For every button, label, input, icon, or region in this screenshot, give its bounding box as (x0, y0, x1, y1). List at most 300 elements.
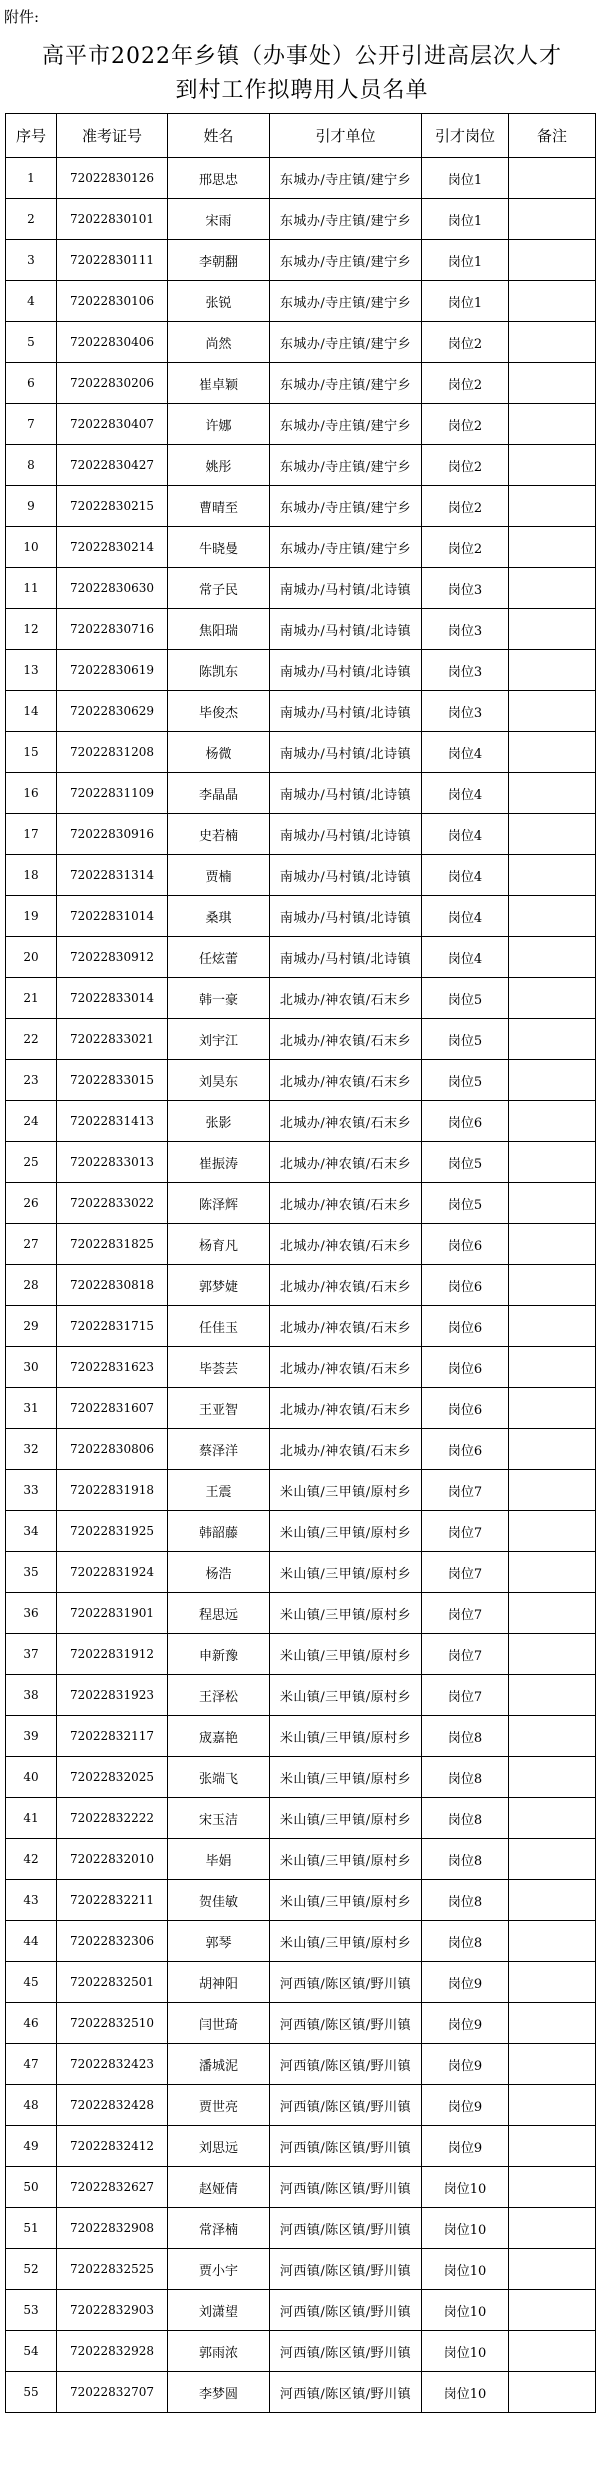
unit-cell: 南城办/马村镇/北诗镇 (270, 855, 422, 896)
position-cell: 岗位2 (422, 445, 509, 486)
table-row (6, 322, 596, 363)
index-cell: 37 (6, 1634, 57, 1675)
remarks-cell (509, 1347, 596, 1388)
remarks-cell (509, 240, 596, 281)
unit-cell: 河西镇/陈区镇/野川镇 (270, 2372, 422, 2413)
position-cell: 岗位1 (422, 240, 509, 281)
remarks-cell (509, 773, 596, 814)
ticket-number-cell: 72022830126 (57, 158, 168, 199)
name-cell: 程思远 (168, 1593, 270, 1634)
table-row (6, 855, 596, 896)
position-cell: 岗位7 (422, 1470, 509, 1511)
remarks-cell (509, 2085, 596, 2126)
table-row (6, 609, 596, 650)
index-cell: 42 (6, 1839, 57, 1880)
remarks-cell (509, 568, 596, 609)
name-cell: 张端飞 (168, 1757, 270, 1798)
name-cell: 贺佳敏 (168, 1880, 270, 1921)
index-cell: 53 (6, 2290, 57, 2331)
ticket-number-cell: 72022832627 (57, 2167, 168, 2208)
unit-cell: 河西镇/陈区镇/野川镇 (270, 2085, 422, 2126)
index-cell: 44 (6, 1921, 57, 1962)
position-cell: 岗位2 (422, 363, 509, 404)
ticket-number-cell: 72022831901 (57, 1593, 168, 1634)
unit-cell: 北城办/神农镇/石末乡 (270, 1019, 422, 1060)
position-cell: 岗位2 (422, 322, 509, 363)
name-cell: 李梦圆 (168, 2372, 270, 2413)
name-cell: 宋雨 (168, 199, 270, 240)
remarks-cell (509, 527, 596, 568)
name-cell: 潘城泥 (168, 2044, 270, 2085)
unit-cell: 河西镇/陈区镇/野川镇 (270, 1962, 422, 2003)
unit-cell: 北城办/神农镇/石末乡 (270, 1060, 422, 1101)
unit-cell: 河西镇/陈区镇/野川镇 (270, 2208, 422, 2249)
ticket-number-cell: 72022831925 (57, 1511, 168, 1552)
unit-cell: 河西镇/陈区镇/野川镇 (270, 2331, 422, 2372)
name-cell: 曹晴至 (168, 486, 270, 527)
unit-cell: 东城办/寺庄镇/建宁乡 (270, 158, 422, 199)
position-cell: 岗位2 (422, 486, 509, 527)
remarks-cell (509, 1511, 596, 1552)
unit-cell: 南城办/马村镇/北诗镇 (270, 568, 422, 609)
remarks-cell (509, 650, 596, 691)
ticket-number-cell: 72022830101 (57, 199, 168, 240)
table-row (6, 2331, 596, 2372)
unit-cell: 米山镇/三甲镇/原村乡 (270, 1511, 422, 1552)
unit-cell: 东城办/寺庄镇/建宁乡 (270, 404, 422, 445)
index-cell: 21 (6, 978, 57, 1019)
ticket-number-cell: 72022832903 (57, 2290, 168, 2331)
index-cell: 28 (6, 1265, 57, 1306)
ticket-number-cell: 72022832117 (57, 1716, 168, 1757)
document-title-line-2: 到村工作拟聘用人员名单 (175, 78, 429, 103)
ticket-number-cell: 72022832010 (57, 1839, 168, 1880)
name-cell: 刘昊东 (168, 1060, 270, 1101)
table-row (6, 2372, 596, 2413)
index-cell: 15 (6, 732, 57, 773)
remarks-cell (509, 1634, 596, 1675)
unit-cell: 北城办/神农镇/石末乡 (270, 1265, 422, 1306)
position-cell: 岗位7 (422, 1593, 509, 1634)
name-cell: 赵娅倩 (168, 2167, 270, 2208)
index-cell: 14 (6, 691, 57, 732)
unit-cell: 东城办/寺庄镇/建宁乡 (270, 527, 422, 568)
table-row (6, 691, 596, 732)
ticket-number-cell: 72022830818 (57, 1265, 168, 1306)
name-cell: 常子民 (168, 568, 270, 609)
remarks-cell (509, 322, 596, 363)
index-cell: 2 (6, 199, 57, 240)
unit-cell: 米山镇/三甲镇/原村乡 (270, 1880, 422, 1921)
remarks-cell (509, 1552, 596, 1593)
position-cell: 岗位6 (422, 1347, 509, 1388)
ticket-number-cell: 72022833022 (57, 1183, 168, 1224)
name-cell: 崔卓颖 (168, 363, 270, 404)
index-cell: 51 (6, 2208, 57, 2249)
unit-cell: 北城办/神农镇/石末乡 (270, 1101, 422, 1142)
remarks-cell (509, 2290, 596, 2331)
unit-cell: 米山镇/三甲镇/原村乡 (270, 1634, 422, 1675)
index-cell: 29 (6, 1306, 57, 1347)
ticket-number-cell: 72022831014 (57, 896, 168, 937)
index-cell: 18 (6, 855, 57, 896)
remarks-cell (509, 1019, 596, 1060)
index-cell: 38 (6, 1675, 57, 1716)
position-cell: 岗位4 (422, 773, 509, 814)
index-cell: 41 (6, 1798, 57, 1839)
unit-cell: 东城办/寺庄镇/建宁乡 (270, 486, 422, 527)
name-cell: 蔡泽洋 (168, 1429, 270, 1470)
name-cell: 王震 (168, 1470, 270, 1511)
remarks-cell (509, 2003, 596, 2044)
table-row (6, 1593, 596, 1634)
position-cell: 岗位8 (422, 1921, 509, 1962)
position-cell: 岗位2 (422, 527, 509, 568)
position-cell: 岗位6 (422, 1306, 509, 1347)
unit-cell: 河西镇/陈区镇/野川镇 (270, 2126, 422, 2167)
ticket-number-cell: 72022830215 (57, 486, 168, 527)
index-cell: 46 (6, 2003, 57, 2044)
unit-cell: 南城办/马村镇/北诗镇 (270, 896, 422, 937)
name-cell: 陈凯东 (168, 650, 270, 691)
unit-cell: 北城办/神农镇/石末乡 (270, 1388, 422, 1429)
index-cell: 39 (6, 1716, 57, 1757)
table-row (6, 1716, 596, 1757)
remarks-cell (509, 1470, 596, 1511)
ticket-number-cell: 72022832908 (57, 2208, 168, 2249)
remarks-cell (509, 2372, 596, 2413)
unit-cell: 东城办/寺庄镇/建宁乡 (270, 322, 422, 363)
unit-cell: 米山镇/三甲镇/原村乡 (270, 1798, 422, 1839)
table-row (6, 240, 596, 281)
index-cell: 19 (6, 896, 57, 937)
unit-cell: 河西镇/陈区镇/野川镇 (270, 2044, 422, 2085)
index-cell: 49 (6, 2126, 57, 2167)
name-cell: 韩一豪 (168, 978, 270, 1019)
ticket-number-cell: 72022830407 (57, 404, 168, 445)
table-row (6, 1921, 596, 1962)
table-row (6, 773, 596, 814)
ticket-number-cell: 72022832501 (57, 1962, 168, 2003)
name-cell: 郭雨浓 (168, 2331, 270, 2372)
table-row (6, 199, 596, 240)
ticket-number-cell: 72022830916 (57, 814, 168, 855)
ticket-number-cell: 72022833021 (57, 1019, 168, 1060)
table-row (6, 1265, 596, 1306)
name-cell: 任佳玉 (168, 1306, 270, 1347)
unit-cell: 米山镇/三甲镇/原村乡 (270, 1716, 422, 1757)
index-cell: 3 (6, 240, 57, 281)
unit-cell: 东城办/寺庄镇/建宁乡 (270, 445, 422, 486)
remarks-cell (509, 1593, 596, 1634)
name-cell: 常泽楠 (168, 2208, 270, 2249)
unit-cell: 米山镇/三甲镇/原村乡 (270, 1552, 422, 1593)
index-cell: 23 (6, 1060, 57, 1101)
position-cell: 岗位5 (422, 1183, 509, 1224)
index-cell: 9 (6, 486, 57, 527)
unit-cell: 米山镇/三甲镇/原村乡 (270, 1675, 422, 1716)
remarks-cell (509, 1921, 596, 1962)
remarks-cell (509, 2044, 596, 2085)
index-cell: 54 (6, 2331, 57, 2372)
ticket-number-cell: 72022831208 (57, 732, 168, 773)
unit-cell: 南城办/马村镇/北诗镇 (270, 937, 422, 978)
name-cell: 宋玉洁 (168, 1798, 270, 1839)
ticket-number-cell: 72022831825 (57, 1224, 168, 1265)
name-cell: 杨浩 (168, 1552, 270, 1593)
table-row (6, 2167, 596, 2208)
index-cell: 6 (6, 363, 57, 404)
candidate-table (5, 113, 596, 2413)
unit-cell: 米山镇/三甲镇/原村乡 (270, 1593, 422, 1634)
remarks-cell (509, 814, 596, 855)
ticket-number-cell: 72022830629 (57, 691, 168, 732)
position-cell: 岗位4 (422, 855, 509, 896)
name-cell: 贾小宇 (168, 2249, 270, 2290)
index-cell: 30 (6, 1347, 57, 1388)
table-row (6, 732, 596, 773)
table-row (6, 1839, 596, 1880)
ticket-number-cell: 72022832928 (57, 2331, 168, 2372)
unit-cell: 南城办/马村镇/北诗镇 (270, 650, 422, 691)
ticket-number-cell: 72022833015 (57, 1060, 168, 1101)
table-row (6, 1142, 596, 1183)
table-row (6, 2085, 596, 2126)
table-row (6, 2003, 596, 2044)
table-row (6, 486, 596, 527)
name-cell: 刘潇望 (168, 2290, 270, 2331)
table-row (6, 2208, 596, 2249)
remarks-cell (509, 1224, 596, 1265)
remarks-cell (509, 1101, 596, 1142)
name-cell: 史若楠 (168, 814, 270, 855)
index-cell: 48 (6, 2085, 57, 2126)
unit-cell: 东城办/寺庄镇/建宁乡 (270, 281, 422, 322)
index-cell: 8 (6, 445, 57, 486)
ticket-number-cell: 72022830427 (57, 445, 168, 486)
name-cell: 王泽松 (168, 1675, 270, 1716)
position-cell: 岗位8 (422, 1839, 509, 1880)
header-remarks: 备注 (509, 114, 596, 158)
remarks-cell (509, 486, 596, 527)
table-row (6, 281, 596, 322)
ticket-number-cell: 72022831623 (57, 1347, 168, 1388)
remarks-cell (509, 1142, 596, 1183)
index-cell: 26 (6, 1183, 57, 1224)
position-cell: 岗位10 (422, 2290, 509, 2331)
index-cell: 25 (6, 1142, 57, 1183)
position-cell: 岗位10 (422, 2249, 509, 2290)
name-cell: 李朝翻 (168, 240, 270, 281)
unit-cell: 北城办/神农镇/石末乡 (270, 1347, 422, 1388)
table-row (6, 2290, 596, 2331)
ticket-number-cell: 72022832412 (57, 2126, 168, 2167)
name-cell: 郭梦婕 (168, 1265, 270, 1306)
remarks-cell (509, 978, 596, 1019)
remarks-cell (509, 158, 596, 199)
remarks-cell (509, 855, 596, 896)
name-cell: 杨育凡 (168, 1224, 270, 1265)
position-cell: 岗位4 (422, 732, 509, 773)
position-cell: 岗位5 (422, 1019, 509, 1060)
index-cell: 45 (6, 1962, 57, 2003)
unit-cell: 东城办/寺庄镇/建宁乡 (270, 363, 422, 404)
name-cell: 李晶晶 (168, 773, 270, 814)
position-cell: 岗位3 (422, 650, 509, 691)
name-cell: 刘思远 (168, 2126, 270, 2167)
ticket-number-cell: 72022832510 (57, 2003, 168, 2044)
table-row (6, 158, 596, 199)
table-row (6, 1306, 596, 1347)
name-cell: 张锐 (168, 281, 270, 322)
table-row (6, 896, 596, 937)
ticket-number-cell: 72022831924 (57, 1552, 168, 1593)
ticket-number-cell: 72022831607 (57, 1388, 168, 1429)
unit-cell: 南城办/马村镇/北诗镇 (270, 814, 422, 855)
position-cell: 岗位6 (422, 1224, 509, 1265)
remarks-cell (509, 1962, 596, 2003)
remarks-cell (509, 2167, 596, 2208)
header-name: 姓名 (168, 114, 270, 158)
remarks-cell (509, 1675, 596, 1716)
name-cell: 贾楠 (168, 855, 270, 896)
position-cell: 岗位8 (422, 1716, 509, 1757)
position-cell: 岗位9 (422, 2085, 509, 2126)
ticket-number-cell: 72022832211 (57, 1880, 168, 1921)
position-cell: 岗位6 (422, 1265, 509, 1306)
remarks-cell (509, 1716, 596, 1757)
table-row (6, 404, 596, 445)
position-cell: 岗位6 (422, 1429, 509, 1470)
remarks-cell (509, 1183, 596, 1224)
table-row (6, 1634, 596, 1675)
remarks-cell (509, 1757, 596, 1798)
ticket-number-cell: 72022831918 (57, 1470, 168, 1511)
name-cell: 许娜 (168, 404, 270, 445)
index-cell: 32 (6, 1429, 57, 1470)
position-cell: 岗位3 (422, 609, 509, 650)
remarks-cell (509, 199, 596, 240)
index-cell: 27 (6, 1224, 57, 1265)
name-cell: 崔振涛 (168, 1142, 270, 1183)
ticket-number-cell: 72022831109 (57, 773, 168, 814)
position-cell: 岗位9 (422, 1962, 509, 2003)
table-row (6, 1511, 596, 1552)
position-cell: 岗位9 (422, 2003, 509, 2044)
index-cell: 40 (6, 1757, 57, 1798)
remarks-cell (509, 1839, 596, 1880)
header-position: 引才岗位 (422, 114, 509, 158)
name-cell: 宬嘉艳 (168, 1716, 270, 1757)
ticket-number-cell: 72022832025 (57, 1757, 168, 1798)
position-cell: 岗位6 (422, 1101, 509, 1142)
remarks-cell (509, 1060, 596, 1101)
ticket-number-cell: 72022830206 (57, 363, 168, 404)
table-row (6, 1347, 596, 1388)
table-row (6, 2249, 596, 2290)
unit-cell: 米山镇/三甲镇/原村乡 (270, 1921, 422, 1962)
name-cell: 刘宇江 (168, 1019, 270, 1060)
unit-cell: 南城办/马村镇/北诗镇 (270, 773, 422, 814)
unit-cell: 米山镇/三甲镇/原村乡 (270, 1470, 422, 1511)
table-row (6, 568, 596, 609)
index-cell: 43 (6, 1880, 57, 1921)
index-cell: 7 (6, 404, 57, 445)
index-cell: 35 (6, 1552, 57, 1593)
unit-cell: 南城办/马村镇/北诗镇 (270, 732, 422, 773)
index-cell: 17 (6, 814, 57, 855)
remarks-cell (509, 609, 596, 650)
table-body (6, 158, 596, 2413)
index-cell: 5 (6, 322, 57, 363)
name-cell: 焦阳瑞 (168, 609, 270, 650)
table-row (6, 2126, 596, 2167)
unit-cell: 河西镇/陈区镇/野川镇 (270, 2249, 422, 2290)
index-cell: 31 (6, 1388, 57, 1429)
index-cell: 1 (6, 158, 57, 199)
name-cell: 郭琴 (168, 1921, 270, 1962)
table-row (6, 2044, 596, 2085)
header-unit: 引才单位 (270, 114, 422, 158)
table-row (6, 937, 596, 978)
unit-cell: 北城办/神农镇/石末乡 (270, 978, 422, 1019)
position-cell: 岗位8 (422, 1798, 509, 1839)
remarks-cell (509, 937, 596, 978)
index-cell: 20 (6, 937, 57, 978)
table-row (6, 1798, 596, 1839)
table-row (6, 978, 596, 1019)
ticket-number-cell: 72022832222 (57, 1798, 168, 1839)
remarks-cell (509, 2126, 596, 2167)
ticket-number-cell: 72022832306 (57, 1921, 168, 1962)
ticket-number-cell: 72022831923 (57, 1675, 168, 1716)
index-cell: 11 (6, 568, 57, 609)
name-cell: 任炫蕾 (168, 937, 270, 978)
name-cell: 王亚智 (168, 1388, 270, 1429)
name-cell: 陈泽辉 (168, 1183, 270, 1224)
name-cell: 毕娟 (168, 1839, 270, 1880)
table-row (6, 1675, 596, 1716)
ticket-number-cell: 72022832428 (57, 2085, 168, 2126)
remarks-cell (509, 1306, 596, 1347)
table-row (6, 1962, 596, 2003)
table-row (6, 1552, 596, 1593)
index-cell: 24 (6, 1101, 57, 1142)
position-cell: 岗位10 (422, 2208, 509, 2249)
table-row (6, 1757, 596, 1798)
unit-cell: 北城办/神农镇/石末乡 (270, 1429, 422, 1470)
name-cell: 毕俊杰 (168, 691, 270, 732)
name-cell: 韩韶藤 (168, 1511, 270, 1552)
table-row (6, 650, 596, 691)
index-cell: 50 (6, 2167, 57, 2208)
position-cell: 岗位4 (422, 937, 509, 978)
remarks-cell (509, 281, 596, 322)
position-cell: 岗位3 (422, 568, 509, 609)
position-cell: 岗位10 (422, 2331, 509, 2372)
unit-cell: 南城办/马村镇/北诗镇 (270, 691, 422, 732)
index-cell: 10 (6, 527, 57, 568)
name-cell: 毕荟芸 (168, 1347, 270, 1388)
position-cell: 岗位5 (422, 978, 509, 1019)
unit-cell: 东城办/寺庄镇/建宁乡 (270, 240, 422, 281)
ticket-number-cell: 72022830630 (57, 568, 168, 609)
remarks-cell (509, 1265, 596, 1306)
position-cell: 岗位4 (422, 814, 509, 855)
position-cell: 岗位10 (422, 2372, 509, 2413)
table-row (6, 1019, 596, 1060)
position-cell: 岗位9 (422, 2044, 509, 2085)
